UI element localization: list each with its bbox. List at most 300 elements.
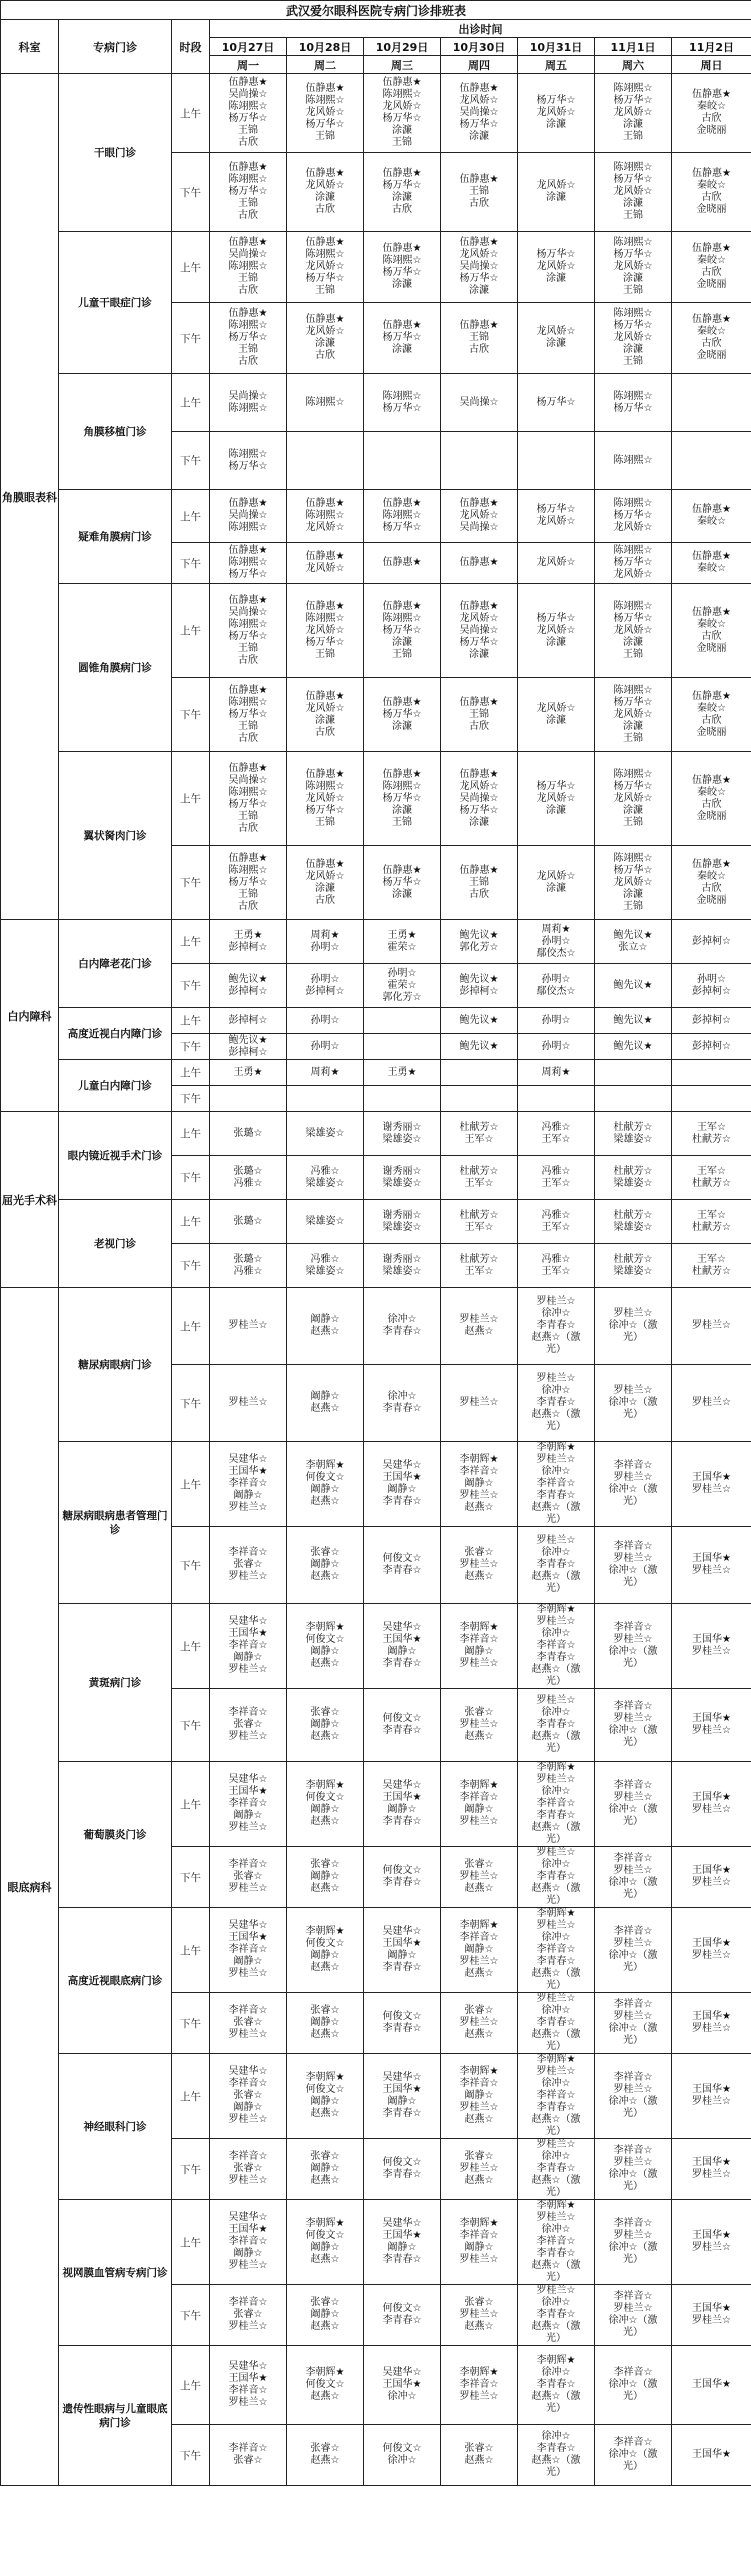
table-row bbox=[1, 1060, 751, 1086]
doctor-name: 阚静☆ bbox=[464, 1804, 494, 1815]
doctor-name: 龙风娇☆ bbox=[613, 107, 653, 118]
doctor-name: 罗桂兰☆ bbox=[613, 2084, 653, 2095]
doctor-name: 金晓丽 bbox=[696, 350, 727, 361]
doctor-name: 阚静☆ bbox=[310, 1391, 340, 1402]
doctor-name: 龙风娇☆ bbox=[305, 522, 345, 533]
doctor-cell bbox=[364, 1112, 441, 1156]
doctor-name: 彭掉柯☆ bbox=[692, 1040, 732, 1052]
doctor-name: 李青春☆ bbox=[536, 1810, 576, 1821]
doctor-cell bbox=[595, 752, 672, 846]
weekday-header: 周六 bbox=[595, 56, 672, 74]
doctor-name: 陈翊熙☆ bbox=[305, 780, 345, 792]
doctor-name: 吴尚操☆ bbox=[459, 792, 499, 804]
doctor-cell bbox=[287, 2054, 364, 2139]
doctor-cell bbox=[210, 678, 287, 752]
doctor-name: 何俊文☆ bbox=[305, 2084, 345, 2095]
period-cell: 下午 bbox=[172, 153, 210, 232]
doctor-cell bbox=[287, 1060, 364, 1086]
doctor-name: 涂濂 bbox=[623, 888, 643, 900]
doctor-name: 周莉★ bbox=[541, 1066, 571, 1078]
doctor-name: 杨万华☆ bbox=[305, 636, 345, 648]
doctor-name: 光） bbox=[623, 1332, 643, 1343]
doctor-name: 王国华★ bbox=[692, 1792, 732, 1803]
doctor-cell bbox=[364, 1993, 441, 2054]
doctor-name: 徐冲☆（激 bbox=[608, 2379, 658, 2390]
doctor-name: 赵燕☆ bbox=[310, 1571, 340, 1582]
doctor-name: 李祥音☆ bbox=[228, 1798, 268, 1809]
doctor-cell bbox=[364, 2054, 441, 2139]
doctor-name: 徐冲☆（激 bbox=[608, 2449, 658, 2460]
period-cell: 上午 bbox=[172, 584, 210, 678]
doctor-cell bbox=[287, 1112, 364, 1156]
doctor-name: 谢秀丽☆ bbox=[382, 1121, 422, 1133]
doctor-cell bbox=[210, 1244, 287, 1288]
doctor-name: 伍静惠★ bbox=[692, 774, 732, 786]
doctor-name: 龙风娇☆ bbox=[613, 332, 653, 343]
doctor-cell bbox=[441, 752, 518, 846]
doctor-name: 古欣 bbox=[701, 798, 722, 810]
doctor-name: 鲍先议★ bbox=[228, 1034, 268, 1046]
doctor-cell bbox=[672, 1442, 751, 1527]
doctor-name: 杜献芳☆ bbox=[692, 1133, 732, 1145]
doctor-name: 罗桂兰☆ bbox=[459, 2102, 499, 2113]
doctor-cell bbox=[441, 2200, 518, 2285]
doctor-name: 阚静☆ bbox=[310, 1559, 340, 1570]
doctor-name: 阚静☆ bbox=[233, 2248, 263, 2259]
doctor-name: 吴尚操☆ bbox=[228, 89, 268, 100]
doctor-name: 涂濂 bbox=[546, 119, 566, 130]
doctor-name: 鄢佼杰☆ bbox=[536, 985, 576, 997]
doctor-name: 李青春☆ bbox=[536, 1320, 576, 1331]
doctor-name: 罗桂兰☆ bbox=[459, 1871, 499, 1882]
doctor-name: 阚静☆ bbox=[387, 1646, 417, 1657]
doctor-cell bbox=[210, 374, 287, 432]
doctor-name: 涂濂 bbox=[392, 125, 412, 136]
doctor-name: 王军☆ bbox=[697, 1209, 727, 1221]
doctor-name: 阚静☆ bbox=[233, 2102, 263, 2113]
doctor-name: 赵燕☆ bbox=[310, 2254, 340, 2265]
doctor-name: 陈翊熙☆ bbox=[382, 780, 422, 792]
doctor-cell bbox=[210, 1156, 287, 1200]
doctor-name: 阚静☆ bbox=[233, 1956, 263, 1967]
doctor-name: 杨万华☆ bbox=[536, 95, 576, 106]
doctor-name: 李祥音☆ bbox=[228, 1478, 268, 1489]
doctor-cell bbox=[287, 1604, 364, 1689]
doctor-name: 王军☆ bbox=[464, 1133, 494, 1145]
doctor-name: 光） bbox=[623, 1962, 643, 1973]
doctor-name: 伍静惠★ bbox=[692, 504, 732, 515]
doctor-name: 张睿☆ bbox=[464, 2005, 494, 2016]
doctor-cell bbox=[518, 374, 595, 432]
doctor-name: 梁雄姿☆ bbox=[613, 1133, 653, 1145]
doctor-name: 光） bbox=[546, 1743, 566, 1754]
doctor-cell bbox=[287, 432, 364, 490]
doctor-name: 吴尚操☆ bbox=[228, 390, 268, 402]
doctor-name: 杜献芳☆ bbox=[613, 1165, 653, 1177]
doctor-name: 赵燕☆ bbox=[310, 1731, 340, 1742]
doctor-cell bbox=[672, 964, 751, 1008]
doctor-name: 王军☆ bbox=[697, 1165, 727, 1177]
doctor-cell bbox=[364, 1689, 441, 1762]
doctor-name: 伍静惠★ bbox=[305, 83, 345, 94]
doctor-cell bbox=[364, 584, 441, 678]
doctor-name: 李祥音☆ bbox=[536, 2236, 576, 2247]
doctor-cell bbox=[518, 1200, 595, 1244]
table-row bbox=[1, 584, 751, 678]
doctor-name: 光） bbox=[546, 1895, 566, 1906]
doctor-cell bbox=[364, 1527, 441, 1604]
doctor-name: 阚静☆ bbox=[310, 1314, 340, 1325]
doctor-name: 张睿☆ bbox=[310, 2151, 340, 2162]
doctor-name: 赵燕☆（激 bbox=[531, 1571, 581, 1582]
doctor-name: 伍静惠★ bbox=[382, 768, 422, 780]
doctor-cell bbox=[672, 232, 751, 303]
doctor-name: 李祥音☆ bbox=[228, 2236, 268, 2247]
doctor-name: 龙风娇☆ bbox=[613, 569, 653, 580]
table-row bbox=[1, 1008, 751, 1034]
date-header: 10月31日 bbox=[518, 38, 595, 56]
doctor-cell bbox=[672, 2200, 751, 2285]
doctor-name: 陈翊熙☆ bbox=[228, 402, 268, 414]
doctor-name: 张璐☆ bbox=[233, 1215, 263, 1227]
doctor-name: 梁雄姿☆ bbox=[305, 1177, 345, 1189]
doctor-name: 罗桂兰☆ bbox=[536, 2139, 576, 2150]
doctor-name: 杨万华☆ bbox=[613, 696, 653, 708]
doctor-cell bbox=[672, 1086, 751, 1112]
doctor-name: 龙风娇☆ bbox=[613, 186, 653, 197]
doctor-name: 吴尚操☆ bbox=[459, 107, 499, 118]
doctor-name: 阚静☆ bbox=[310, 1646, 340, 1657]
doctor-cell bbox=[595, 1060, 672, 1086]
doctor-name: 杨万华☆ bbox=[613, 864, 653, 876]
doctor-name: 李祥音☆ bbox=[459, 2230, 499, 2241]
doctor-name: 李祥音☆ bbox=[613, 1701, 653, 1712]
doctor-name: 罗桂兰☆ bbox=[228, 2397, 268, 2408]
doctor-name: 罗桂兰☆ bbox=[692, 2096, 732, 2107]
doctor-name: 罗桂兰☆ bbox=[228, 2029, 268, 2040]
doctor-name: 何俊文☆ bbox=[382, 1553, 422, 1564]
doctor-name: 古欣 bbox=[392, 204, 412, 215]
doctor-cell bbox=[287, 2285, 364, 2346]
weekday-header: 周一 bbox=[210, 56, 287, 74]
doctor-name: 伍静惠★ bbox=[692, 314, 732, 325]
doctor-name: 王国华★ bbox=[692, 1713, 732, 1724]
doctor-name: 郭化芳☆ bbox=[459, 941, 499, 953]
doctor-name: 赵燕☆ bbox=[464, 1326, 494, 1337]
doctor-name: 赵燕☆（激 bbox=[531, 2321, 581, 2332]
doctor-name: 李青春☆ bbox=[382, 1403, 422, 1414]
doctor-name: 张璐☆ bbox=[233, 1253, 263, 1265]
doctor-name: 杨万华☆ bbox=[228, 113, 268, 124]
period-cell: 上午 bbox=[172, 2200, 210, 2285]
doctor-cell bbox=[441, 1847, 518, 1908]
doctor-name: 孙明☆ bbox=[541, 1014, 571, 1026]
doctor-name: 王国华★ bbox=[692, 1634, 732, 1645]
doctor-name: 古欣 bbox=[238, 822, 258, 834]
doctor-name: 王国华★ bbox=[382, 2084, 422, 2095]
doctor-cell bbox=[441, 1156, 518, 1200]
doctor-name: 阚静☆ bbox=[233, 1490, 263, 1501]
doctor-name: 伍静惠★ bbox=[382, 168, 422, 179]
doctor-name: 王国华★ bbox=[692, 1472, 732, 1483]
doctor-cell bbox=[595, 2285, 672, 2346]
doctor-name: 王锦 bbox=[238, 273, 258, 284]
doctor-name: 彭掉柯☆ bbox=[459, 985, 499, 997]
doctor-cell bbox=[287, 232, 364, 303]
doctor-name: 王国华★ bbox=[692, 1938, 732, 1949]
doctor-name: 古欣 bbox=[238, 654, 258, 666]
doctor-name: 罗桂兰☆ bbox=[228, 2260, 268, 2271]
period-cell: 上午 bbox=[172, 1060, 210, 1086]
doctor-name: 罗桂兰☆ bbox=[228, 2175, 268, 2186]
doctor-cell bbox=[672, 920, 751, 964]
doctor-name: 伍静惠★ bbox=[459, 320, 499, 331]
doctor-name: 涂濂 bbox=[392, 636, 412, 648]
doctor-cell bbox=[595, 678, 672, 752]
date-header: 11月2日 bbox=[672, 38, 751, 56]
doctor-cell bbox=[441, 1008, 518, 1034]
date-header: 10月30日 bbox=[441, 38, 518, 56]
clinic-name: 葡萄膜炎门诊 bbox=[59, 1762, 172, 1908]
doctor-name: 龙风娇☆ bbox=[536, 180, 576, 191]
doctor-name: 伍静惠★ bbox=[382, 696, 422, 708]
doctor-name: 张睿☆ bbox=[310, 1707, 340, 1718]
doctor-name: 梁雄姿☆ bbox=[305, 1265, 345, 1277]
doctor-cell bbox=[595, 2054, 672, 2139]
doctor-cell bbox=[364, 2425, 441, 2486]
doctor-name: 李青春☆ bbox=[536, 1956, 576, 1967]
doctor-name: 龙风娇☆ bbox=[305, 792, 345, 804]
dept-cell: 眼底病科 bbox=[1, 1288, 59, 2486]
period-cell: 下午 bbox=[172, 964, 210, 1008]
doctor-name: 龙风娇☆ bbox=[305, 326, 345, 337]
table-row bbox=[1, 1762, 751, 1847]
doctor-name: 龙风娇☆ bbox=[305, 702, 345, 714]
table-row bbox=[1, 1604, 751, 1689]
header-clinic: 专病门诊 bbox=[59, 20, 172, 74]
doctor-name: 罗桂兰☆ bbox=[459, 1816, 499, 1827]
doctor-name: 龙风娇☆ bbox=[305, 261, 345, 272]
doctor-name: 王锦 bbox=[238, 344, 258, 355]
doctor-name: 伍静惠★ bbox=[459, 864, 499, 876]
doctor-name: 李青春☆ bbox=[536, 2102, 576, 2113]
doctor-name: 陈翊熙☆ bbox=[613, 237, 653, 248]
doctor-name: 梁雄姿☆ bbox=[305, 1215, 345, 1227]
doctor-name: 龙风娇☆ bbox=[305, 180, 345, 191]
doctor-name: 徐冲☆（激 bbox=[608, 1397, 658, 1408]
doctor-name: 涂濂 bbox=[315, 714, 335, 726]
doctor-name: 龙风娇☆ bbox=[536, 792, 576, 804]
doctor-name: 李朝辉★ bbox=[305, 2072, 345, 2083]
doctor-name: 吴尚操☆ bbox=[228, 249, 268, 260]
doctor-name: 吴建华☆ bbox=[382, 1780, 422, 1791]
period-cell: 上午 bbox=[172, 232, 210, 303]
table-row bbox=[1, 490, 751, 543]
doctor-name: 伍静惠★ bbox=[228, 762, 268, 774]
doctor-name: 罗桂兰☆ bbox=[692, 2169, 732, 2180]
doctor-name: 阚静☆ bbox=[310, 2017, 340, 2028]
doctor-cell bbox=[287, 2425, 364, 2486]
doctor-name: 王国华★ bbox=[692, 2157, 732, 2168]
doctor-name: 伍静惠★ bbox=[692, 551, 732, 562]
doctor-name: 龙风娇☆ bbox=[536, 870, 576, 882]
doctor-name: 赵燕☆ bbox=[310, 1326, 340, 1337]
doctor-cell bbox=[210, 584, 287, 678]
doctor-name: 孙明☆ bbox=[697, 973, 727, 985]
doctor-cell bbox=[287, 584, 364, 678]
doctor-name: 陈翊熙☆ bbox=[613, 498, 653, 509]
doctor-name: 王国华★ bbox=[692, 2303, 732, 2314]
clinic-name: 糖尿病眼病患者管理门诊 bbox=[59, 1442, 172, 1604]
doctor-cell bbox=[518, 2346, 595, 2425]
clinic-name: 白内障老花门诊 bbox=[59, 920, 172, 1008]
doctor-name: 杨万华☆ bbox=[305, 804, 345, 816]
page-title: 武汉爱尔眼科医院专病门诊排班表 bbox=[1, 1, 751, 20]
doctor-name: 李青春☆ bbox=[382, 1658, 422, 1669]
doctor-cell bbox=[595, 1604, 672, 1689]
doctor-cell bbox=[672, 584, 751, 678]
doctor-cell bbox=[672, 752, 751, 846]
doctor-name: 梁雄姿☆ bbox=[382, 1133, 422, 1145]
doctor-name: 陈翊熙☆ bbox=[305, 249, 345, 260]
doctor-name: 梁雄姿☆ bbox=[613, 1177, 653, 1189]
doctor-name: 光） bbox=[623, 2254, 643, 2265]
doctor-name: 伍静惠★ bbox=[228, 852, 268, 864]
doctor-name: 伍静惠★ bbox=[305, 600, 345, 612]
doctor-name: 赵燕☆ bbox=[310, 1403, 340, 1414]
doctor-name: 杜献芳☆ bbox=[692, 1177, 732, 1189]
doctor-name: 陈翊熙☆ bbox=[228, 786, 268, 798]
clinic-name: 视网膜血管病专病门诊 bbox=[59, 2200, 172, 2346]
doctor-name: 陈翊熙☆ bbox=[382, 255, 422, 266]
table-row bbox=[1, 2054, 751, 2139]
doctor-name: 李祥音☆ bbox=[613, 2367, 653, 2378]
doctor-cell bbox=[210, 1112, 287, 1156]
doctor-cell bbox=[287, 1993, 364, 2054]
schedule-body bbox=[1, 74, 751, 2486]
doctor-name: 光） bbox=[546, 1834, 566, 1845]
doctor-name: 李祥音☆ bbox=[613, 1780, 653, 1791]
doctor-name: 陈翊熙☆ bbox=[228, 522, 268, 533]
doctor-name: 金晓丽 bbox=[696, 204, 727, 215]
doctor-name: 光） bbox=[546, 1676, 566, 1687]
doctor-name: 涂濂 bbox=[623, 636, 643, 648]
doctor-name: 王锦 bbox=[315, 816, 335, 828]
doctor-name: 光） bbox=[546, 2041, 566, 2052]
doctor-name: 阚静☆ bbox=[233, 1810, 263, 1821]
doctor-cell bbox=[210, 1086, 287, 1112]
doctor-name: 王勇★ bbox=[387, 1066, 417, 1078]
doctor-cell bbox=[441, 490, 518, 543]
table-row bbox=[1, 1908, 751, 1993]
doctor-name: 彭掉柯☆ bbox=[305, 985, 345, 997]
doctor-cell bbox=[210, 1847, 287, 1908]
doctor-name: 杨万华☆ bbox=[536, 396, 576, 408]
doctor-name: 伍静惠★ bbox=[382, 320, 422, 331]
doctor-name: 陈翊熙☆ bbox=[228, 448, 268, 460]
doctor-name: 罗桂兰☆ bbox=[613, 1553, 653, 1564]
doctor-name: 古欣 bbox=[238, 900, 258, 912]
doctor-name: 赵燕☆ bbox=[310, 1816, 340, 1827]
doctor-name: 吴尚操☆ bbox=[228, 510, 268, 521]
doctor-name: 龙风娇☆ bbox=[305, 870, 345, 882]
doctor-name: 杨万华☆ bbox=[228, 876, 268, 888]
doctor-name: 何俊文☆ bbox=[382, 2303, 422, 2314]
doctor-name: 陈翊熙☆ bbox=[382, 89, 422, 100]
doctor-name: 龙风娇☆ bbox=[536, 624, 576, 636]
doctor-name: 伍静惠★ bbox=[692, 690, 732, 702]
doctor-name: 李祥音☆ bbox=[459, 1634, 499, 1645]
doctor-cell bbox=[518, 74, 595, 153]
doctor-cell bbox=[595, 1689, 672, 1762]
doctor-name: 赵燕☆ bbox=[310, 1496, 340, 1507]
doctor-name: 杨万华☆ bbox=[228, 186, 268, 197]
doctor-cell bbox=[672, 1200, 751, 1244]
doctor-name: 光） bbox=[546, 2187, 566, 2198]
doctor-cell bbox=[595, 1762, 672, 1847]
doctor-name: 吴尚操☆ bbox=[459, 396, 499, 408]
period-cell: 下午 bbox=[172, 1993, 210, 2054]
doctor-cell bbox=[672, 432, 751, 490]
doctor-name: 杨万华☆ bbox=[459, 273, 499, 284]
doctor-name: 伍静惠★ bbox=[228, 545, 268, 556]
doctor-name: 王锦 bbox=[315, 285, 335, 296]
doctor-cell bbox=[364, 678, 441, 752]
doctor-name: 赵燕☆（激 bbox=[531, 2114, 581, 2125]
doctor-name: 古欣 bbox=[469, 720, 489, 732]
doctor-name: 陈翊熙☆ bbox=[228, 618, 268, 630]
doctor-name: 张立☆ bbox=[618, 941, 648, 953]
doctor-name: 鲍先议★ bbox=[613, 929, 653, 941]
doctor-name: 李青春☆ bbox=[536, 1652, 576, 1663]
doctor-cell bbox=[210, 2054, 287, 2139]
doctor-cell bbox=[441, 303, 518, 374]
doctor-name: 李朝辉★ bbox=[305, 1780, 345, 1791]
doctor-name: 何俊文☆ bbox=[305, 1792, 345, 1803]
doctor-cell bbox=[210, 1008, 287, 1034]
clinic-name: 高度近视白内障门诊 bbox=[59, 1008, 172, 1060]
doctor-name: 杜献芳☆ bbox=[613, 1253, 653, 1265]
doctor-cell bbox=[364, 1908, 441, 1993]
doctor-name: 陈翊熙☆ bbox=[382, 510, 422, 521]
doctor-name: 杨万华☆ bbox=[382, 332, 422, 343]
doctor-name: 王国华★ bbox=[228, 1786, 268, 1797]
doctor-name: 伍静惠★ bbox=[305, 237, 345, 248]
table-row bbox=[1, 1288, 751, 1365]
doctor-cell bbox=[364, 2200, 441, 2285]
doctor-name: 何俊文☆ bbox=[305, 1938, 345, 1949]
doctor-name: 徐冲☆ bbox=[541, 1786, 571, 1797]
doctor-name: 吴建华☆ bbox=[382, 2367, 422, 2378]
doctor-name: 徐冲☆ bbox=[541, 2151, 571, 2162]
doctor-name: 涂濂 bbox=[315, 192, 335, 203]
doctor-name: 李祥音☆ bbox=[228, 2385, 268, 2396]
doctor-name: 赵燕☆ bbox=[310, 2175, 340, 2186]
doctor-cell bbox=[595, 964, 672, 1008]
period-cell: 上午 bbox=[172, 1288, 210, 1365]
doctor-name: 孙明☆ bbox=[310, 941, 340, 953]
doctor-name: 周莉★ bbox=[310, 1066, 340, 1078]
doctor-name: 吴尚操☆ bbox=[228, 606, 268, 618]
doctor-name: 周莉★ bbox=[541, 923, 571, 935]
doctor-name: 伍静惠★ bbox=[459, 557, 499, 568]
doctor-cell bbox=[595, 2139, 672, 2200]
doctor-cell bbox=[672, 678, 751, 752]
doctor-name: 杨万华☆ bbox=[459, 119, 499, 130]
doctor-name: 王锦 bbox=[469, 708, 489, 720]
doctor-name: 赵燕☆ bbox=[310, 2391, 340, 2402]
doctor-cell bbox=[210, 2139, 287, 2200]
